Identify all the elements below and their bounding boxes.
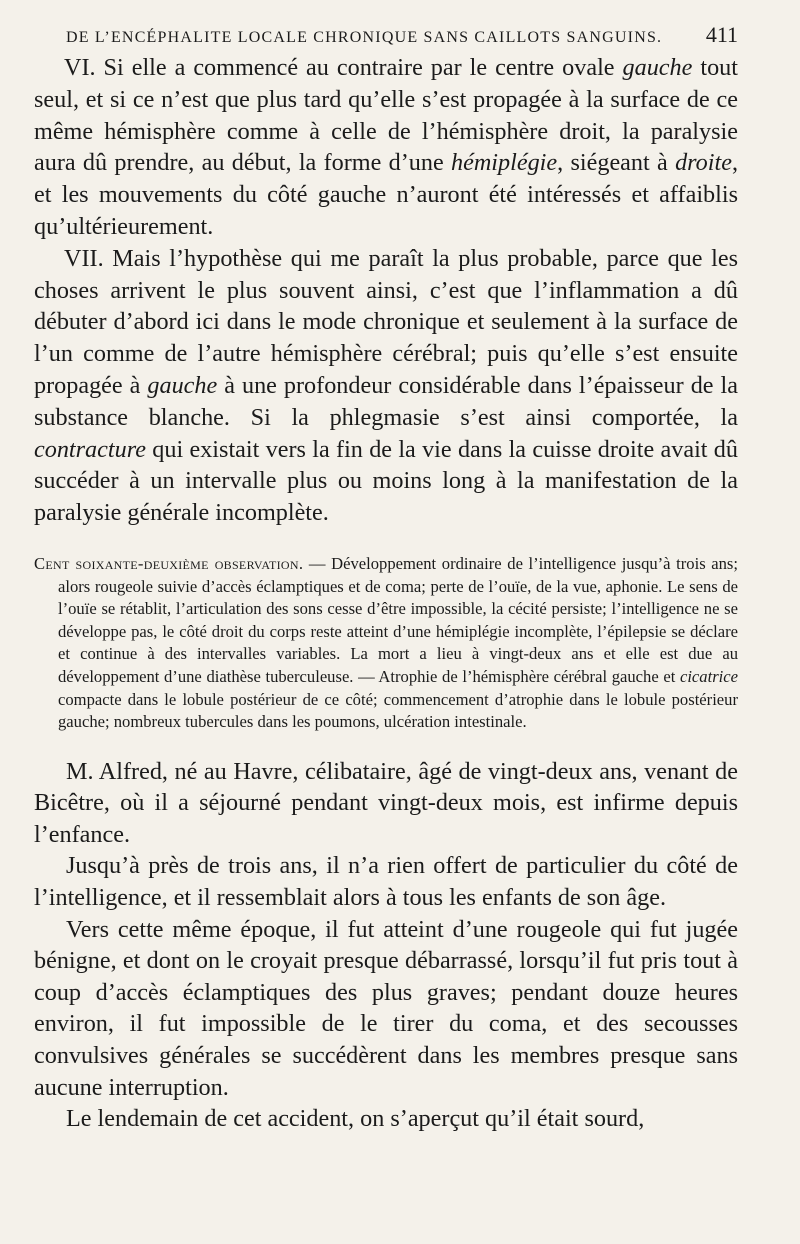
case-paragraph-2: Jusqu’à près de trois ans, il n’a rien offert de particulier du côté de l’intelligence, et il ressemblait alors à tous les enfants de son âge.: [34, 852, 738, 912]
case-paragraph-1: M. Alfred, né au Havre, célibataire, âgé de vingt-deux ans, venant de Bicêtre, où il a séjourné pendant vingt-deux mois, est infirme depuis l’enfance.: [34, 757, 738, 848]
case-paragraph-4: Le lendemain de cet accident, on s’aperçut qu’il était sourd,: [66, 1105, 645, 1133]
emphasis-gauche: gauche: [622, 54, 693, 81]
paragraph-vii-text-3: qui existait vers la fin de la vie dans la cuisse droite avait dû succéder à un intervalle plus ou moins long à la manifestation de la paralysie générale incomplète.: [34, 435, 738, 527]
page-header: [66, 22, 738, 48]
paragraph-vi-text: VI. Si elle a commencé au contraire par le centre ovale: [64, 54, 623, 81]
observation-title: Cent soixante-deuxième observation.: [34, 553, 304, 573]
observation-text: — Développement ordinaire de l’intelligence jusqu’à trois ans; alors rougeole suivie d’accès éclamptiques et de coma; perte de l’ouïe, de la vue, aphonie. Le sens de l’ouïe se rétablit, l’articulation des sons cesse d’être impossible, la cécité persiste; l’intelligence ne se développe pas, le côté droit du corps reste atteint d’une hémiplégie incomplète, l’épilepsie se déclare et continue à des intervalles variables. La mort a lieu à vingt-deux ans et elle est due au développement d’une diathèse tuberculeuse. — Atrophie de l’hémisphère cérébral gauche et: [58, 553, 739, 686]
observation-paragraph: [34, 553, 738, 734]
main-text: [34, 52, 738, 529]
observation-summary: [34, 553, 738, 734]
case-text: [34, 756, 738, 1135]
running-head: DE L’ENCÉPHALITE LOCALE CHRONIQUE SANS CAILLOTS SANGUINS.: [66, 29, 663, 46]
emphasis-droite: droite: [675, 149, 732, 177]
emphasis-hemiplegie: hémiplégie: [451, 149, 558, 177]
case-paragraph-3: Vers cette même époque, il fut atteint d’une rougeole qui fut jugée bénigne, et dont on le croyait presque débarrassé, lorsqu’il fut pris tout à coup d’accès éclamptiques des plus graves; pendant douze heures environ, il fut impossible de le tirer du coma, et des secousses convulsives générales se succédèrent dans les membres presque sans aucune interruption.: [34, 915, 738, 1101]
observation-text-2: compacte dans le lobule postérieur de ce côté; commencement d’atrophie dans le lobule postérieur gauche; nombreux tubercules dans les poumons, ulcération intestinale.: [58, 689, 738, 732]
paragraph-vii-text-2: à une profondeur considérable dans l’épaisseur de la substance blanche. Si la phlegmasie s’est ainsi comportée, la: [34, 371, 738, 431]
page-number: 411: [705, 22, 738, 47]
observation-text-block: [34, 553, 738, 734]
paragraph-vi: [34, 52, 738, 243]
paragraph-vii-text: VII. Mais l’hypothèse qui me paraît la plus probable, parce que les choses arrivent le plus souvent ainsi, c’est que l’inflammation a dû débuter d’abord ici dans le mode chronique et seulement à la surface de l’un comme de l’autre hémisphère cérébral; puis qu’elle s’est ensuite propagée à: [34, 244, 738, 399]
paragraph-vi-text-4: , et les mouvements du côté gauche n’auront été intéressés et affaiblis qu’ultérieurement.: [34, 149, 739, 240]
paragraph-vi-text-2: tout seul, et si ce n’est que plus tard qu’elle s’est propagée à la surface de ce même hémisphère comme à celle de l’hémisphère droit, la paralysie aura dû prendre, au début, la forme d’une: [34, 54, 738, 177]
paragraph-vii: [34, 243, 738, 529]
emphasis-cicatrice: cicatrice: [679, 666, 738, 686]
emphasis-gauche-2: gauche: [147, 371, 218, 399]
paragraph-vi-text-3: , siégeant à: [557, 149, 676, 177]
emphasis-contracture: contracture: [34, 435, 146, 463]
